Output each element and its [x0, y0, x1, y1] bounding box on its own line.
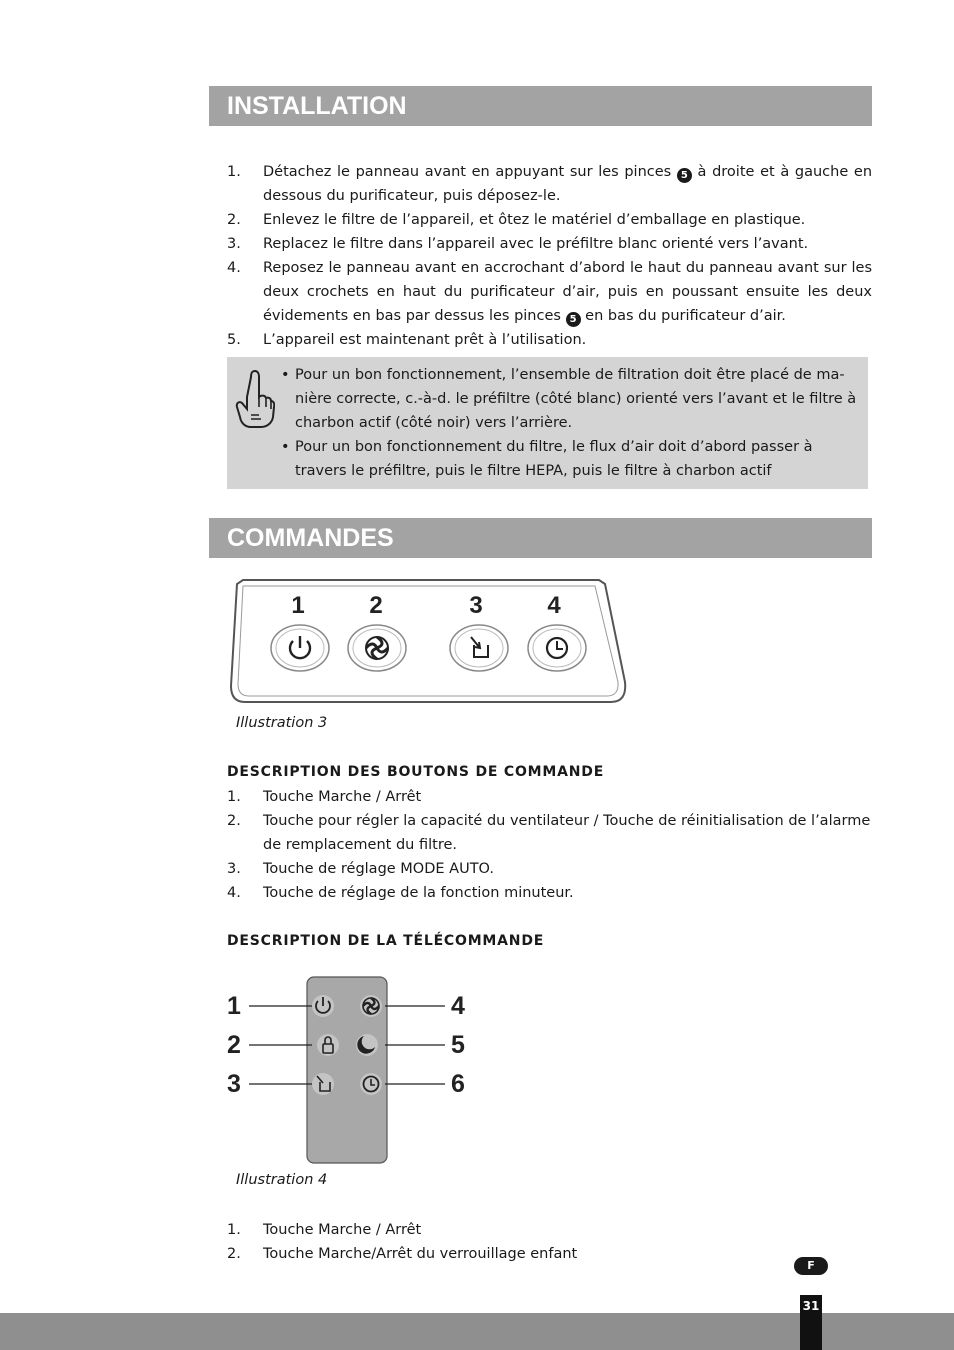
step-number: 5. [227, 332, 241, 348]
fan-icon [348, 625, 406, 671]
remote-number-4: 4 [451, 992, 465, 1020]
timer-icon [360, 1073, 382, 1095]
remote-number-2: 2 [227, 1031, 241, 1059]
list-item [227, 160, 872, 208]
pointing-hand-icon [231, 367, 275, 431]
note-item: • Pour un bon fonctionnement, l’ensemble de filtration doit être placé de manière correcte, c.-à-d. le préfiltre (côté blanc) orienté vers l’avant et le filtre à charbon actif (côté noir) vers l’arrière. [281, 367, 857, 431]
panel-number-4: 4 [547, 592, 561, 619]
remote-number-1: 1 [227, 992, 241, 1020]
part-marker-5: 5 [566, 312, 581, 327]
step-text: Replacez le filtre dans l’appareil avec le préfiltre blanc orienté vers l’avant. [263, 236, 809, 252]
part-marker-5: 5 [677, 168, 692, 183]
step-number: 2. [227, 212, 241, 228]
night-mode-icon [356, 1034, 378, 1056]
buttons-description-heading: DESCRIPTION DES BOUTONS DE COMMANDE [227, 764, 605, 780]
step-number: 1. [227, 164, 241, 180]
lock-icon [317, 1034, 339, 1056]
remote-description-list [227, 1218, 872, 1266]
remote-control-illustration [225, 975, 485, 1167]
list-item: 4. Touche de réglage de la fonction minuteur. [227, 885, 574, 901]
remote-description-heading: DESCRIPTION DE LA TÉLÉCOMMANDE [227, 933, 545, 949]
step-text: Reposez le panneau avant en accrochant d’abord le haut du panneau avant sur les deux crochets en haut du purificateur d’air, puis en poussant ensuite les deux évidements en bas par dessus les pinces 5 en bas du purificateur d’air. [263, 260, 872, 325]
list-item: 2. Touche pour régler la capacité du ventilateur / Touche de réinitialisation de l’alarme de remplacement du filtre. [227, 813, 871, 853]
list-item [227, 232, 872, 256]
buttons-description-list [227, 785, 872, 905]
remote-number-5: 5 [451, 1031, 465, 1059]
remote-number-3: 3 [227, 1070, 241, 1098]
remote-number-6: 6 [451, 1070, 465, 1098]
power-icon [312, 995, 334, 1017]
panel-number-3: 3 [469, 592, 483, 619]
fan-icon [360, 995, 382, 1017]
list-item [227, 208, 872, 232]
control-panel-illustration [227, 578, 631, 706]
language-badge: F [794, 1257, 828, 1275]
list-item [227, 256, 872, 328]
auto-mode-icon [312, 1073, 334, 1095]
installation-heading: INSTALLATION [209, 86, 872, 126]
page-number: 31 [800, 1295, 822, 1350]
panel-number-1: 1 [291, 592, 305, 619]
list-item: 2. Touche Marche/Arrêt du verrouillage enfant [227, 1246, 578, 1262]
panel-number-2: 2 [369, 592, 383, 619]
note-box [227, 357, 868, 489]
power-icon [271, 625, 329, 671]
list-item: 1. Touche Marche / Arrêt [227, 1222, 422, 1238]
list-item [227, 328, 872, 352]
illustration-4-caption: Illustration 4 [236, 1172, 328, 1188]
step-text: Détachez le panneau avant en appuyant sur les pinces 5 à droite et à gauche en dessous du purificateur, puis déposez-le. [263, 164, 873, 204]
step-number: 3. [227, 236, 241, 252]
auto-mode-icon [450, 625, 508, 671]
step-number: 4. [227, 260, 241, 276]
illustration-3-caption: Illustration 3 [236, 715, 328, 731]
installation-steps [227, 160, 872, 352]
step-text: Enlevez le filtre de l’appareil, et ôtez le matériel d’emballage en plastique. [263, 212, 806, 228]
step-text: L’appareil est maintenant prêt à l’utilisation. [263, 332, 587, 348]
timer-icon [528, 625, 586, 671]
note-item: • Pour un bon fonctionnement du filtre, le flux d’air doit d’abord passer à travers le préfiltre, puis le filtre HEPA, puis le filtre à charbon actif [281, 439, 813, 479]
commandes-heading: COMMANDES [209, 518, 872, 558]
list-item: 3. Touche de réglage MODE AUTO. [227, 861, 494, 877]
list-item: 1. Touche Marche / Arrêt [227, 789, 422, 805]
